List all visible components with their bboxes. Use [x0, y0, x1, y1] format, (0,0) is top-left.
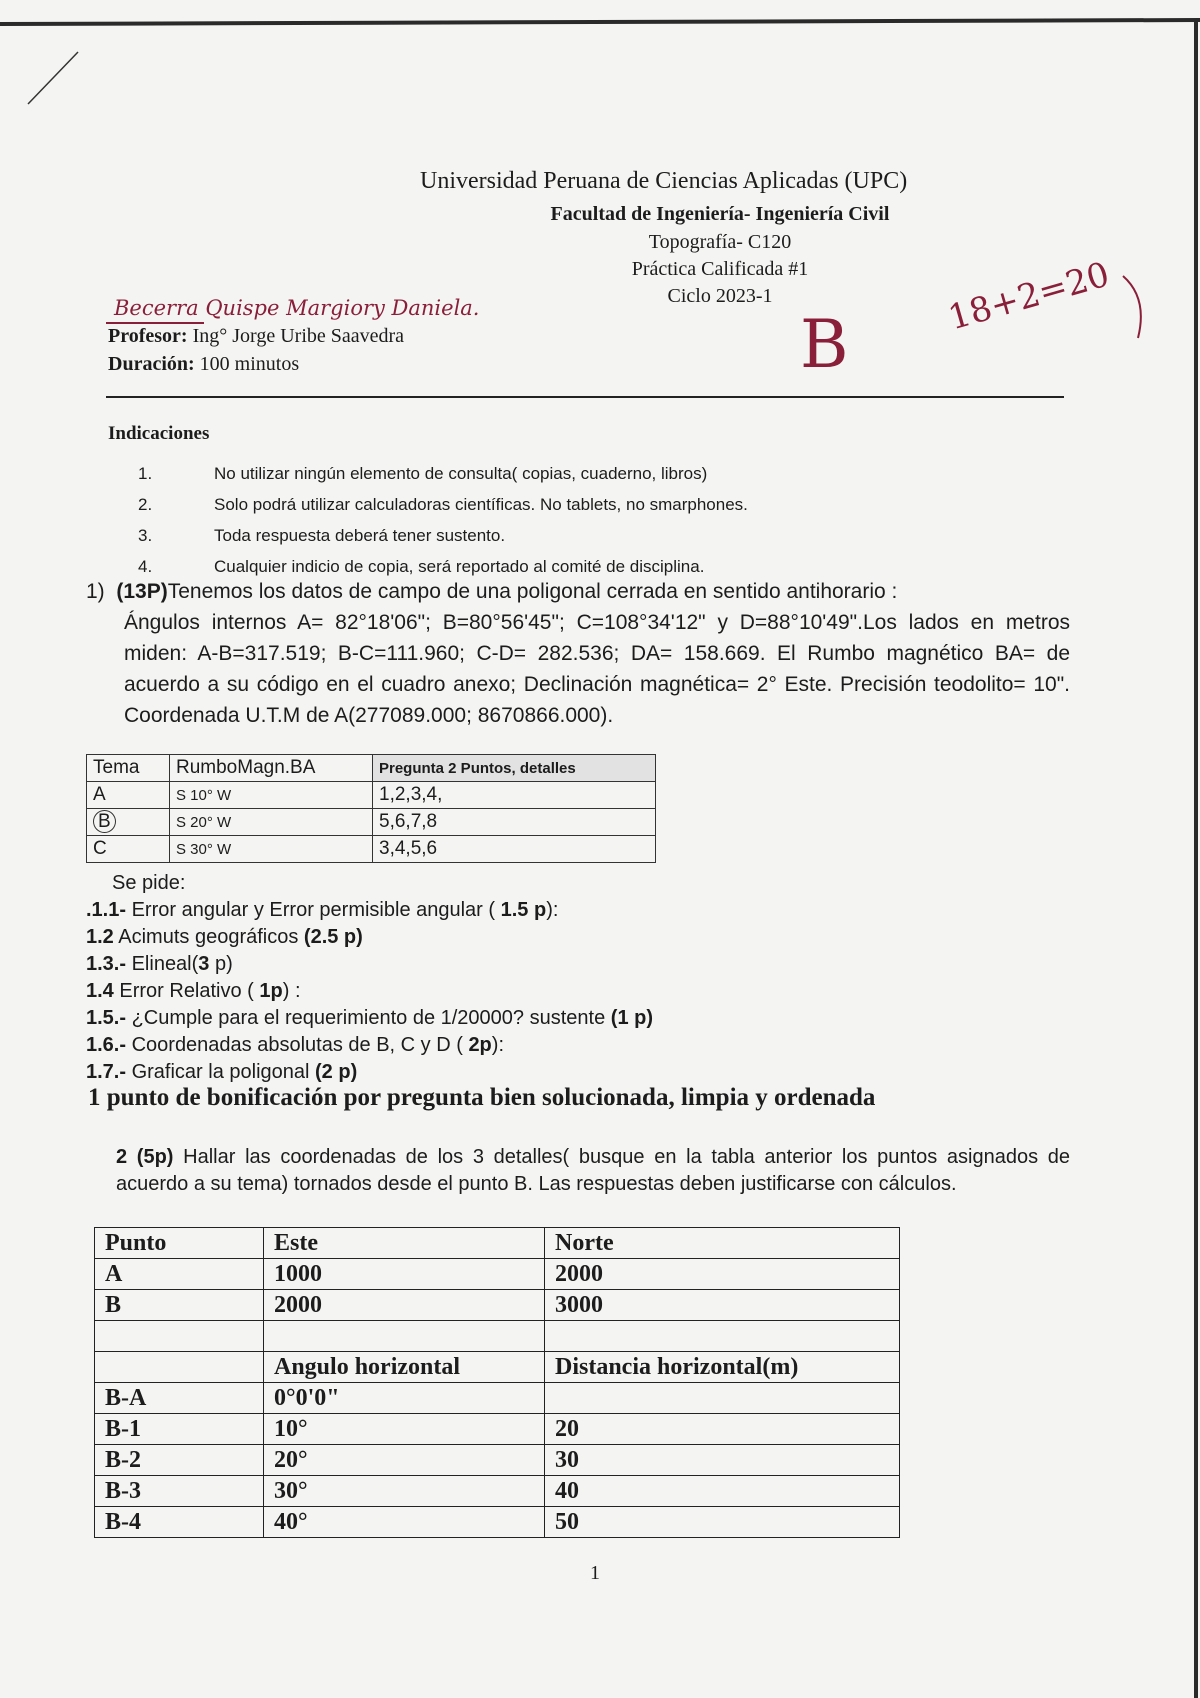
professor-line: [108, 325, 404, 348]
theme-table: [86, 754, 656, 863]
list-item: 1.4 Error Relativo ( 1p) :: [86, 980, 301, 1002]
header-cell: RumboMagn.BA: [170, 755, 373, 782]
problem1-number: 1): [86, 580, 105, 603]
table-cell: 50: [545, 1507, 900, 1538]
professor-value: Ing° Jorge Uribe Saavedra: [192, 325, 405, 347]
list-item: [138, 458, 898, 489]
item-text: No utilizar ningún elemento de consulta( copias, cuaderno, libros): [214, 463, 708, 483]
item-number: 1.: [138, 463, 153, 483]
table-cell: S 10° W: [170, 782, 373, 809]
questions-block: [86, 870, 653, 1086]
table-row: [87, 836, 656, 863]
item-number: 4.: [138, 556, 153, 576]
table-cell: [545, 1321, 900, 1352]
table-cell: [95, 1321, 264, 1352]
table-cell: A: [95, 1259, 264, 1290]
table-cell: 0°0'0": [264, 1383, 545, 1414]
item-number: 2.: [138, 494, 153, 514]
coordinates-table: [94, 1227, 900, 1538]
table-cell: 5,6,7,8: [373, 809, 656, 836]
table-cell: B-A: [95, 1383, 264, 1414]
table-cell: B: [95, 1290, 264, 1321]
problem2-text: Hallar las coordenadas de los 3 detalles( busque en la tabla anterior los puntos asignados de acuerdo a su tema) tornados desde el punto B. Las respuestas deben justificarse con cálculos.: [116, 1146, 1070, 1195]
table-cell: A: [87, 782, 170, 809]
duration-label: Duración:: [108, 353, 195, 375]
list-item: 1.7.- Graficar la poligonal (2 p): [86, 1061, 358, 1083]
circled-theme: B: [93, 810, 116, 833]
table-cell: B-3: [95, 1476, 264, 1507]
table-cell: 20: [545, 1414, 900, 1445]
problem1-points: (13P): [116, 580, 168, 603]
table-row: [95, 1290, 900, 1321]
item-text: Toda respuesta deberá tener sustento.: [214, 525, 506, 545]
header-cell: Pregunta 2 Puntos, detalles: [373, 755, 656, 782]
professor-label: Profesor:: [108, 325, 188, 347]
score-circle-arc: [1118, 268, 1158, 348]
problem1-line1: Tenemos los datos de campo de una poligonal cerrada en sentido antihorario :: [167, 580, 898, 603]
table-cell: 3,4,5,6: [373, 836, 656, 863]
table-cell: B-1: [95, 1414, 264, 1445]
table-cell: 2000: [264, 1290, 545, 1321]
header-cell: Distancia horizontal(m): [545, 1352, 900, 1383]
list-item: [138, 489, 898, 520]
header-cell: Este: [264, 1228, 545, 1259]
table-cell: S 20° W: [170, 809, 373, 836]
list-item: [138, 520, 898, 551]
table-cell: B-4: [95, 1507, 264, 1538]
problem1-statement: [86, 576, 1070, 731]
item-number: 3.: [138, 525, 153, 545]
table-cell: 30: [545, 1445, 900, 1476]
table-row: [95, 1507, 900, 1538]
table-header-row: [95, 1228, 900, 1259]
questions-intro: Se pide:: [112, 872, 186, 894]
list-item: .1.1- Error angular y Error permisible angular ( 1.5 p):: [86, 899, 559, 921]
table-cell: 1000: [264, 1259, 545, 1290]
bonus-note: 1 punto de bonificación por pregunta bien solucionada, limpia y ordenada: [88, 1084, 876, 1111]
table-cell: 1,2,3,4,: [373, 782, 656, 809]
table-cell: [545, 1383, 900, 1414]
faculty-line: Facultad de Ingeniería- Ingeniería Civil: [550, 203, 890, 225]
table-cell: 40°: [264, 1507, 545, 1538]
table-cell: S 30° W: [170, 836, 373, 863]
duration-value: 100 minutos: [199, 353, 300, 375]
problem1-body: Ángulos internos A= 82°18'06"; B=80°56'45"; C=108°34'12" y D=88°10'49".Los lados en metros miden: A-B=317.519; B-C=111.960; C-D= 282.536; DA= 158.669. El Rumbo magnético BA= de acuerdo a su código en el cuadro anexo; Declinación magnética= 2° Este. Precisión teodolito= 10". Coordenada U.T.M de A(277089.000; 8670866.000).: [124, 611, 1070, 727]
course-line: Topografía- C120: [648, 231, 792, 253]
header-cell: Angulo horizontal: [264, 1352, 545, 1383]
header-divider: [106, 396, 1064, 398]
grade-score: 18+2=20: [944, 254, 1114, 339]
table-cell: 40: [545, 1476, 900, 1507]
list-item: 1.6.- Coordenadas absolutas de B, C y D ( 2p):: [86, 1034, 504, 1056]
table-cell: 10°: [264, 1414, 545, 1445]
table-cell: 2000: [545, 1259, 900, 1290]
problem2-statement: [116, 1144, 1070, 1198]
university-title: Universidad Peruana de Ciencias Aplicadas (UPC): [420, 168, 908, 194]
table-cell: B-2: [95, 1445, 264, 1476]
header-cell: Tema: [87, 755, 170, 782]
table-cell: C: [87, 836, 170, 863]
header-cell: Punto: [95, 1228, 264, 1259]
list-item: 1.5.- ¿Cumple para el requerimiento de 1/20000? sustente (1 p): [86, 1007, 653, 1029]
list-item: 1.3.- Elineal(3 p): [86, 953, 233, 975]
table-cell: 20°: [264, 1445, 545, 1476]
table-row: [95, 1445, 900, 1476]
grade-letter: B: [800, 306, 849, 383]
list-item: 1.2 Acimuts geográficos (2.5 p): [86, 926, 363, 948]
duration-line: [108, 353, 299, 376]
table-row: [95, 1321, 900, 1352]
table-row: [95, 1476, 900, 1507]
table-header-row: [87, 755, 656, 782]
page-number: 1: [590, 1562, 600, 1584]
item-text: Solo podrá utilizar calculadoras científicas. No tablets, no smarphones.: [214, 494, 748, 514]
item-text: Cualquier indicio de copia, será reportado al comité de disciplina.: [214, 556, 705, 576]
exam-line: Práctica Calificada #1: [631, 258, 809, 280]
cycle-line: Ciclo 2023-1: [667, 285, 773, 307]
header-cell: Norte: [545, 1228, 900, 1259]
indications-title: Indicaciones: [108, 423, 210, 444]
table-row: [95, 1414, 900, 1445]
problem2-number: 2 (5p): [116, 1146, 174, 1168]
table-row: [95, 1383, 900, 1414]
table-row: [87, 782, 656, 809]
header-cell: [95, 1352, 264, 1383]
table-cell: [87, 809, 170, 836]
indications-list: [138, 458, 898, 582]
table-cell: 30°: [264, 1476, 545, 1507]
table-cell: [264, 1321, 545, 1352]
student-name-handwritten: Becerra Quispe Margiory Daniela.: [114, 296, 480, 320]
table-row: [95, 1259, 900, 1290]
table-row: [87, 809, 656, 836]
table-header-row: [95, 1352, 900, 1383]
table-cell: 3000: [545, 1290, 900, 1321]
